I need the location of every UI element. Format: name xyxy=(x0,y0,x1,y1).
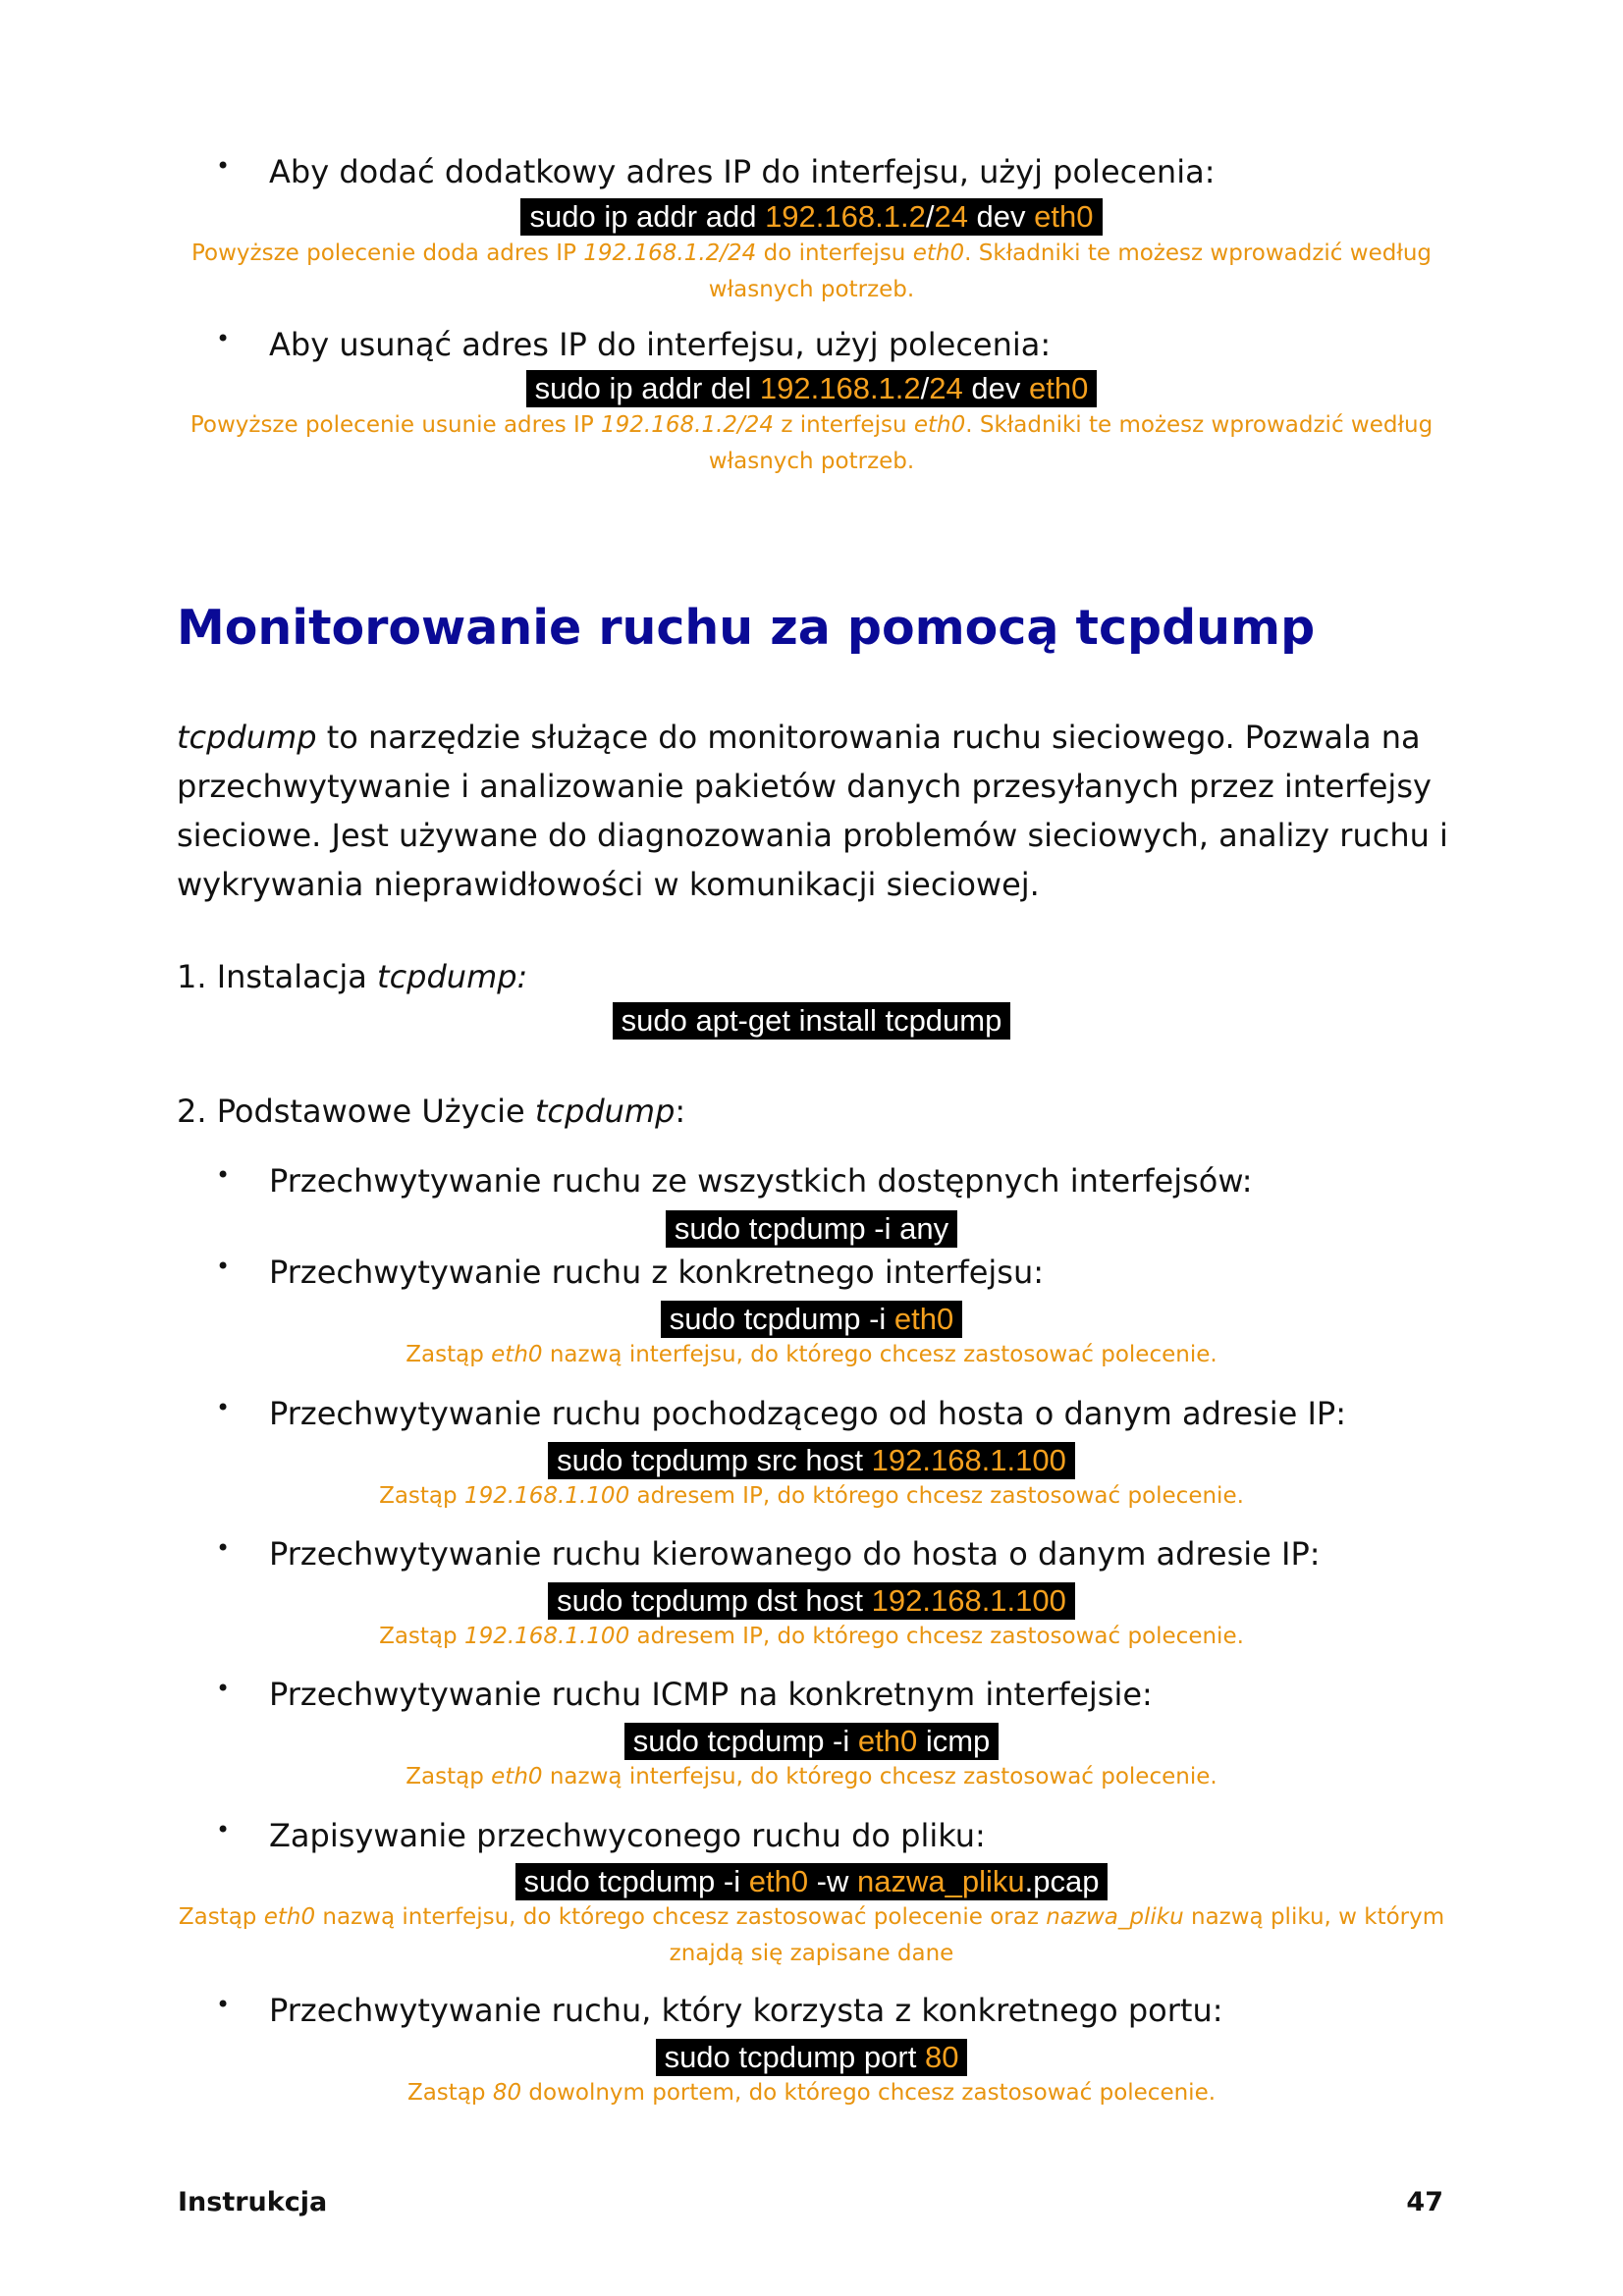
command-box[interactable] xyxy=(520,198,1102,236)
command-box[interactable] xyxy=(624,1723,1000,1760)
note-del-ip xyxy=(177,407,1446,480)
command-box[interactable] xyxy=(548,1582,1075,1620)
command-highlight: 192.168.1.2 xyxy=(765,199,926,234)
command-box[interactable] xyxy=(656,2039,968,2076)
command-src-host xyxy=(0,1442,1623,1479)
command-highlight: eth0 xyxy=(1028,371,1089,405)
bullet-text: Przechwytywanie ruchu kierowanego do hosta o danym adresie IP: xyxy=(269,1535,1321,1573)
command-highlight: eth0 xyxy=(893,1302,954,1336)
step-1-label xyxy=(177,957,527,996)
italic-term: eth0 xyxy=(913,412,966,438)
italic-term: tcpdump xyxy=(177,719,317,756)
italic-term: 192.168.1.2/24 xyxy=(601,412,775,438)
command-highlight: eth0 xyxy=(1034,199,1094,234)
text-run: Zastąp xyxy=(406,2080,493,2106)
text-run: to narzędzie służące do monitorowania ruchu sieciowego. Pozwala na przechwytywanie i analizowanie pakietów danych przesyłanych przez interfejsy sieciowe. Jest używane do diagnozowania problemów sieciowych, analizy ruchu i wykrywania nieprawidłowości w komunikacji sieciowej. xyxy=(177,719,1448,903)
command-highlight: eth0 xyxy=(857,1724,918,1758)
command-highlight: 24 xyxy=(929,371,963,405)
italic-term: 192.168.1.100 xyxy=(463,1624,630,1649)
italic-term: eth0 xyxy=(263,1904,316,1930)
text-run: do interfejsu xyxy=(756,240,913,266)
text-run: adresem IP, do którego chcesz zastosować polecenie. xyxy=(629,1624,1244,1649)
text-run: 2. Podstawowe Użycie xyxy=(177,1093,535,1130)
text-run: sudo ip addr del xyxy=(534,371,760,405)
command-del-ip xyxy=(0,370,1623,407)
bullet-dot: • xyxy=(216,152,231,180)
text-run: dev xyxy=(967,199,1035,234)
text-run: nazwą pliku, w którym znajdą się zapisane dane xyxy=(669,1904,1445,1966)
italic-term: 192.168.1.100 xyxy=(463,1483,630,1509)
text-run: Zastąp xyxy=(406,1342,492,1367)
bullet-text: Przechwytywanie ruchu z konkretnego interfejsu: xyxy=(269,1254,1045,1291)
text-run: icmp xyxy=(917,1724,991,1758)
command-add-ip xyxy=(0,198,1623,236)
command-write-file xyxy=(0,1863,1623,1900)
italic-term: eth0 xyxy=(912,240,965,266)
note-interface xyxy=(177,1337,1446,1373)
text-run: sudo tcpdump -i xyxy=(632,1724,858,1758)
command-highlight: 24 xyxy=(934,199,968,234)
italic-term: eth0 xyxy=(491,1342,543,1367)
bullet-dot: • xyxy=(216,1394,231,1421)
italic-term: tcpdump xyxy=(534,1093,676,1130)
text-run: nazwą interfejsu, do którego chcesz zastosować polecenie. xyxy=(542,1764,1217,1789)
command-port xyxy=(0,2039,1623,2076)
command-highlight: eth0 xyxy=(748,1864,809,1898)
italic-term: 80 xyxy=(492,2080,522,2106)
command-highlight: 80 xyxy=(924,2040,959,2074)
bullet-dot: • xyxy=(216,1675,231,1702)
text-run: sudo tcpdump port xyxy=(664,2040,925,2074)
text-run: z interfejsu xyxy=(774,412,914,438)
bullet-text: Przechwytywanie ruchu, który korzysta z konkretnego portu: xyxy=(269,1992,1223,2029)
text-run: sudo tcpdump -i any xyxy=(674,1211,949,1246)
command-install xyxy=(0,1002,1623,1040)
bullet-text: Aby usunąć adres IP do interfejsu, użyj polecenia: xyxy=(269,326,1052,363)
text-run: : xyxy=(675,1093,686,1130)
text-run: sudo tcpdump dst host xyxy=(557,1583,872,1618)
text-run: Zastąp xyxy=(178,1904,264,1930)
text-run: / xyxy=(920,371,930,405)
bullet-dot: • xyxy=(216,1253,231,1280)
text-run: Zastąp xyxy=(406,1764,492,1789)
text-run: -w xyxy=(808,1864,857,1898)
text-run: Powyższe polecenie doda adres IP xyxy=(190,240,584,266)
text-run: . Składniki te możesz wprowadzić według własnych potrzeb. xyxy=(708,240,1433,302)
text-run: / xyxy=(925,199,935,234)
command-box[interactable] xyxy=(526,370,1098,407)
italic-term: eth0 xyxy=(491,1764,543,1789)
bullet-dot: • xyxy=(216,1161,231,1189)
bullet-dot: • xyxy=(216,1534,231,1562)
footer-title: Instrukcja xyxy=(178,2187,328,2217)
text-run: dowolnym portem, do którego chcesz zastosować polecenie. xyxy=(521,2080,1217,2106)
command-box[interactable] xyxy=(613,1002,1011,1040)
page-number: 47 xyxy=(1406,2187,1443,2217)
command-box[interactable] xyxy=(515,1863,1109,1900)
command-highlight: 192.168.1.2 xyxy=(759,371,921,405)
command-icmp xyxy=(0,1723,1623,1760)
command-highlight: nazwa_pliku xyxy=(857,1864,1025,1898)
bullet-dot: • xyxy=(216,1816,231,1843)
text-run: dev xyxy=(962,371,1029,405)
italic-term: 192.168.1.2/24 xyxy=(583,240,757,266)
text-run: .pcap xyxy=(1024,1864,1100,1898)
command-box[interactable] xyxy=(661,1301,963,1338)
command-box[interactable] xyxy=(548,1442,1075,1479)
text-run: sudo tcpdump src host xyxy=(557,1443,872,1477)
note-icmp xyxy=(177,1759,1446,1795)
command-dst-host xyxy=(0,1582,1623,1620)
bullet-text: Zapisywanie przechwyconego ruchu do pliku: xyxy=(269,1817,986,1854)
note-src-host xyxy=(177,1478,1446,1515)
bullet-text: Przechwytywanie ruchu ze wszystkich dostępnych interfejsów: xyxy=(269,1162,1253,1200)
bullet-dot: • xyxy=(216,1991,231,2018)
command-highlight: 192.168.1.100 xyxy=(871,1583,1066,1618)
text-run: 1. Instalacja xyxy=(177,958,378,995)
text-run: Powyższe polecenie usunie adres IP xyxy=(189,412,602,438)
bullet-text: Aby dodać dodatkowy adres IP do interfejsu, użyj polecenia: xyxy=(269,153,1216,190)
text-run: nazwą interfejsu, do którego chcesz zastosować polecenie. xyxy=(542,1342,1217,1367)
note-port xyxy=(177,2075,1446,2111)
intro-paragraph xyxy=(177,713,1453,909)
command-highlight: 192.168.1.100 xyxy=(871,1443,1066,1477)
text-run: Zastąp xyxy=(379,1624,464,1649)
bullet-text: Przechwytywanie ruchu pochodzącego od hosta o danym adresie IP: xyxy=(269,1395,1346,1432)
text-run: sudo tcpdump -i xyxy=(669,1302,894,1336)
text-run: sudo apt-get install tcpdump xyxy=(621,1003,1002,1038)
text-run: nazwą interfejsu, do którego chcesz zastosować polecenie oraz xyxy=(315,1904,1047,1930)
note-add-ip xyxy=(177,236,1446,308)
note-write-file xyxy=(177,1899,1446,1972)
bullet-dot: • xyxy=(216,325,231,352)
text-run: . Składniki te możesz wprowadzić według własnych potrzeb. xyxy=(708,412,1434,474)
command-box[interactable] xyxy=(666,1210,957,1248)
italic-term: tcpdump: xyxy=(377,958,528,995)
note-dst-host xyxy=(177,1619,1446,1655)
text-run: Zastąp xyxy=(379,1483,464,1509)
italic-term: nazwa_pliku xyxy=(1046,1904,1184,1930)
step-2-label xyxy=(177,1092,685,1131)
command-any xyxy=(0,1210,1623,1248)
text-run: adresem IP, do którego chcesz zastosować polecenie. xyxy=(629,1483,1244,1509)
section-heading: Monitorowanie ruchu za pomocą tcpdump xyxy=(177,600,1316,656)
command-interface xyxy=(0,1301,1623,1338)
text-run: sudo ip addr add xyxy=(529,199,766,234)
bullet-text: Przechwytywanie ruchu ICMP na konkretnym interfejsie: xyxy=(269,1676,1153,1713)
text-run: sudo tcpdump -i xyxy=(523,1864,749,1898)
